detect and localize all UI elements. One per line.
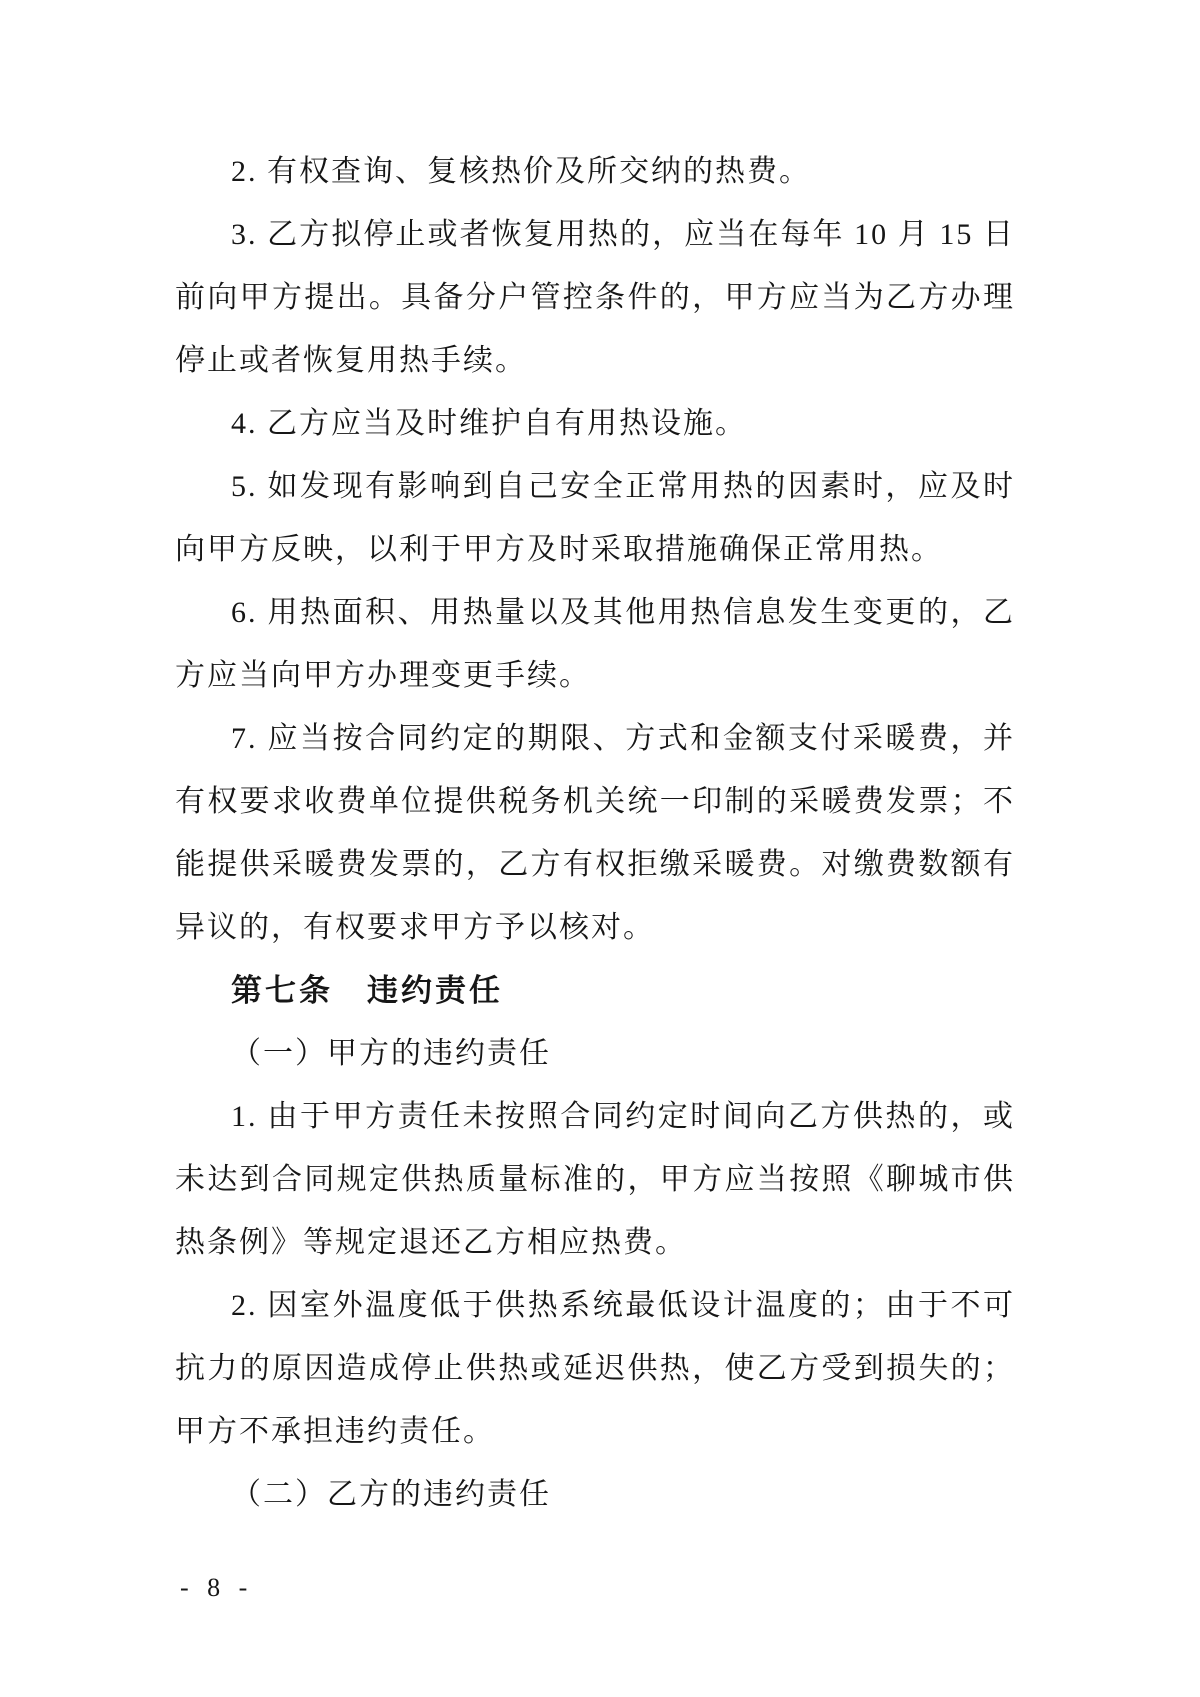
text-line: 向甲方反映，以利于甲方及时采取措施确保正常用热。 <box>175 533 943 566</box>
text-line: 未达到合同规定供热质量标准的，甲方应当按照《聊城市供 <box>175 1163 1015 1196</box>
document-body <box>175 140 1015 1526</box>
text-line: 热条例》等规定退还乙方相应热费。 <box>175 1226 687 1259</box>
text-line: 抗力的原因造成停止供热或延迟供热，使乙方受到损失的； <box>175 1352 1015 1385</box>
text-line: （二）乙方的违约责任 <box>231 1478 551 1511</box>
text-line: 异议的，有权要求甲方予以核对。 <box>175 911 655 944</box>
text-line: 2. 因室外温度低于供热系统最低设计温度的；由于不可 <box>231 1289 1015 1322</box>
text-line: 4. 乙方应当及时维护自有用热设施。 <box>231 407 747 440</box>
text-line: 方应当向甲方办理变更手续。 <box>175 659 591 692</box>
text-line: 7. 应当按合同约定的期限、方式和金额支付采暖费，并 <box>231 722 1015 755</box>
text-line: 2. 有权查询、复核热价及所交纳的热费。 <box>231 155 811 188</box>
text-line: 5. 如发现有影响到自己安全正常用热的因素时，应及时 <box>231 470 1015 503</box>
text-line: 3. 乙方拟停止或者恢复用热的，应当在每年 10 月 15 日 <box>231 218 1015 251</box>
text-line: 有权要求收费单位提供税务机关统一印制的采暖费发票；不 <box>175 785 1015 818</box>
text-line: （一）甲方的违约责任 <box>231 1037 551 1070</box>
text-line: 停止或者恢复用热手续。 <box>175 344 527 377</box>
text-line: 甲方不承担违约责任。 <box>175 1415 495 1448</box>
clause-heading: 第七条 违约责任 <box>231 973 503 1008</box>
text-line: 能提供采暖费发票的，乙方有权拒缴采暖费。对缴费数额有 <box>175 848 1015 881</box>
text-line: 前向甲方提出。具备分户管控条件的，甲方应当为乙方办理 <box>175 281 1015 314</box>
text-line: 6. 用热面积、用热量以及其他用热信息发生变更的，乙 <box>231 596 1015 629</box>
page-number: - 8 - <box>180 1573 251 1602</box>
text-line: 1. 由于甲方责任未按照合同约定时间向乙方供热的，或 <box>231 1100 1015 1133</box>
